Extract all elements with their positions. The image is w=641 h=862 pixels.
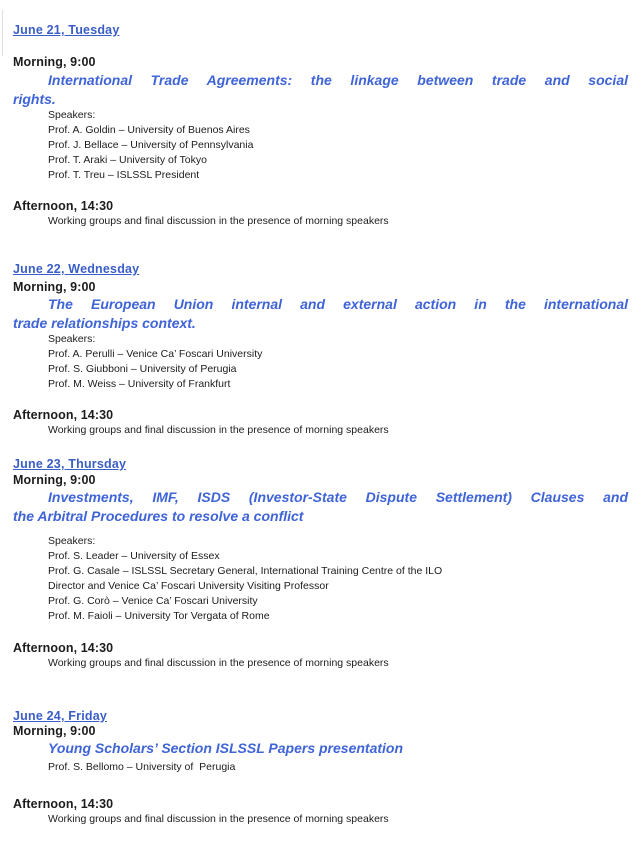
speaker-line: Prof. S. Giubboni – University of Perugia (48, 363, 237, 375)
session-title (13, 739, 628, 758)
speakers-block (48, 108, 628, 183)
speaker-line: Prof. G. Casale – ISLSSL Secretary General, International Training Centre of the ILO (48, 565, 443, 577)
session-title-line: rights. (13, 90, 56, 107)
afternoon-activity: Working groups and final discussion in the presence of morning speakers (48, 812, 389, 825)
morning-label: Morning, 9:00 (13, 473, 96, 487)
afternoon-activity: Working groups and final discussion in the presence of morning speakers (48, 424, 389, 436)
speaker-line: Prof. M. Weiss – University of Frankfurt (48, 378, 231, 390)
session-title-line: trade relationships context. (13, 314, 196, 331)
session-title-line: International Trade Agreements: the linkage between trade and social (48, 72, 628, 88)
speaker-line: Director and Venice Ca’ Foscari University Visiting Professor (48, 580, 329, 592)
morning-label: Morning, 9:00 (13, 724, 96, 738)
speaker-line: Prof. A. Goldin – University of Buenos Aires (48, 124, 250, 136)
speaker-line: Prof. A. Perulli – Venice Ca’ Foscari University (48, 348, 263, 360)
speakers-label: Speakers: (48, 109, 96, 121)
day-section-june-22 (13, 261, 628, 438)
morning-label: Morning, 9:00 (13, 280, 96, 294)
speaker-line: Prof. T. Araki – University of Tokyo (48, 154, 207, 166)
speakers-block (48, 332, 628, 392)
speakers-block (48, 760, 628, 775)
session-title-line: the Arbitral Procedures to resolve a conflict (13, 507, 304, 524)
speakers-label: Speakers: (48, 535, 96, 547)
speakers-label: Speakers: (48, 333, 96, 345)
day-date-heading[interactable]: June 21, Tuesday (13, 23, 120, 37)
session-title (13, 488, 628, 525)
session-title (13, 295, 628, 332)
session-title-line: Investments, IMF, ISDS (Investor-State Dispute Settlement) Clauses and (48, 489, 628, 505)
day-date-heading[interactable]: June 22, Wednesday (13, 262, 140, 276)
morning-label: Morning, 9:00 (13, 55, 96, 69)
afternoon-label: Afternoon, 14:30 (13, 408, 114, 422)
speaker-line: Prof. G. Corò – Venice Ca’ Foscari University (48, 595, 258, 607)
session-title-line: Young Scholars’ Section ISLSSL Papers presentation (48, 740, 404, 756)
speaker-line: Prof. J. Bellace – University of Pennsylvania (48, 139, 254, 151)
speaker-line: Prof. S. Leader – University of Essex (48, 550, 220, 562)
day-section-june-24 (13, 708, 628, 827)
afternoon-label: Afternoon, 14:30 (13, 641, 114, 655)
afternoon-label: Afternoon, 14:30 (13, 796, 114, 811)
day-section-june-21 (13, 22, 628, 229)
day-section-june-23 (13, 456, 628, 671)
afternoon-activity: Working groups and final discussion in the presence of morning speakers (48, 215, 389, 227)
session-title-line: The European Union internal and external action in the international (48, 296, 628, 312)
session-title (13, 71, 628, 108)
speaker-line: Prof. M. Faioli – University Tor Vergata of Rome (48, 610, 270, 622)
speaker-line: Prof. T. Treu – ISLSSL President (48, 169, 200, 181)
afternoon-activity: Working groups and final discussion in the presence of morning speakers (48, 657, 389, 669)
day-date-heading[interactable]: June 23, Thursday (13, 457, 127, 471)
day-date-heading[interactable]: June 24, Friday (13, 709, 108, 723)
afternoon-label: Afternoon, 14:30 (13, 199, 114, 213)
speakers-block (48, 534, 628, 624)
speaker-line: Prof. S. Bellomo – University of Perugia (48, 760, 236, 773)
